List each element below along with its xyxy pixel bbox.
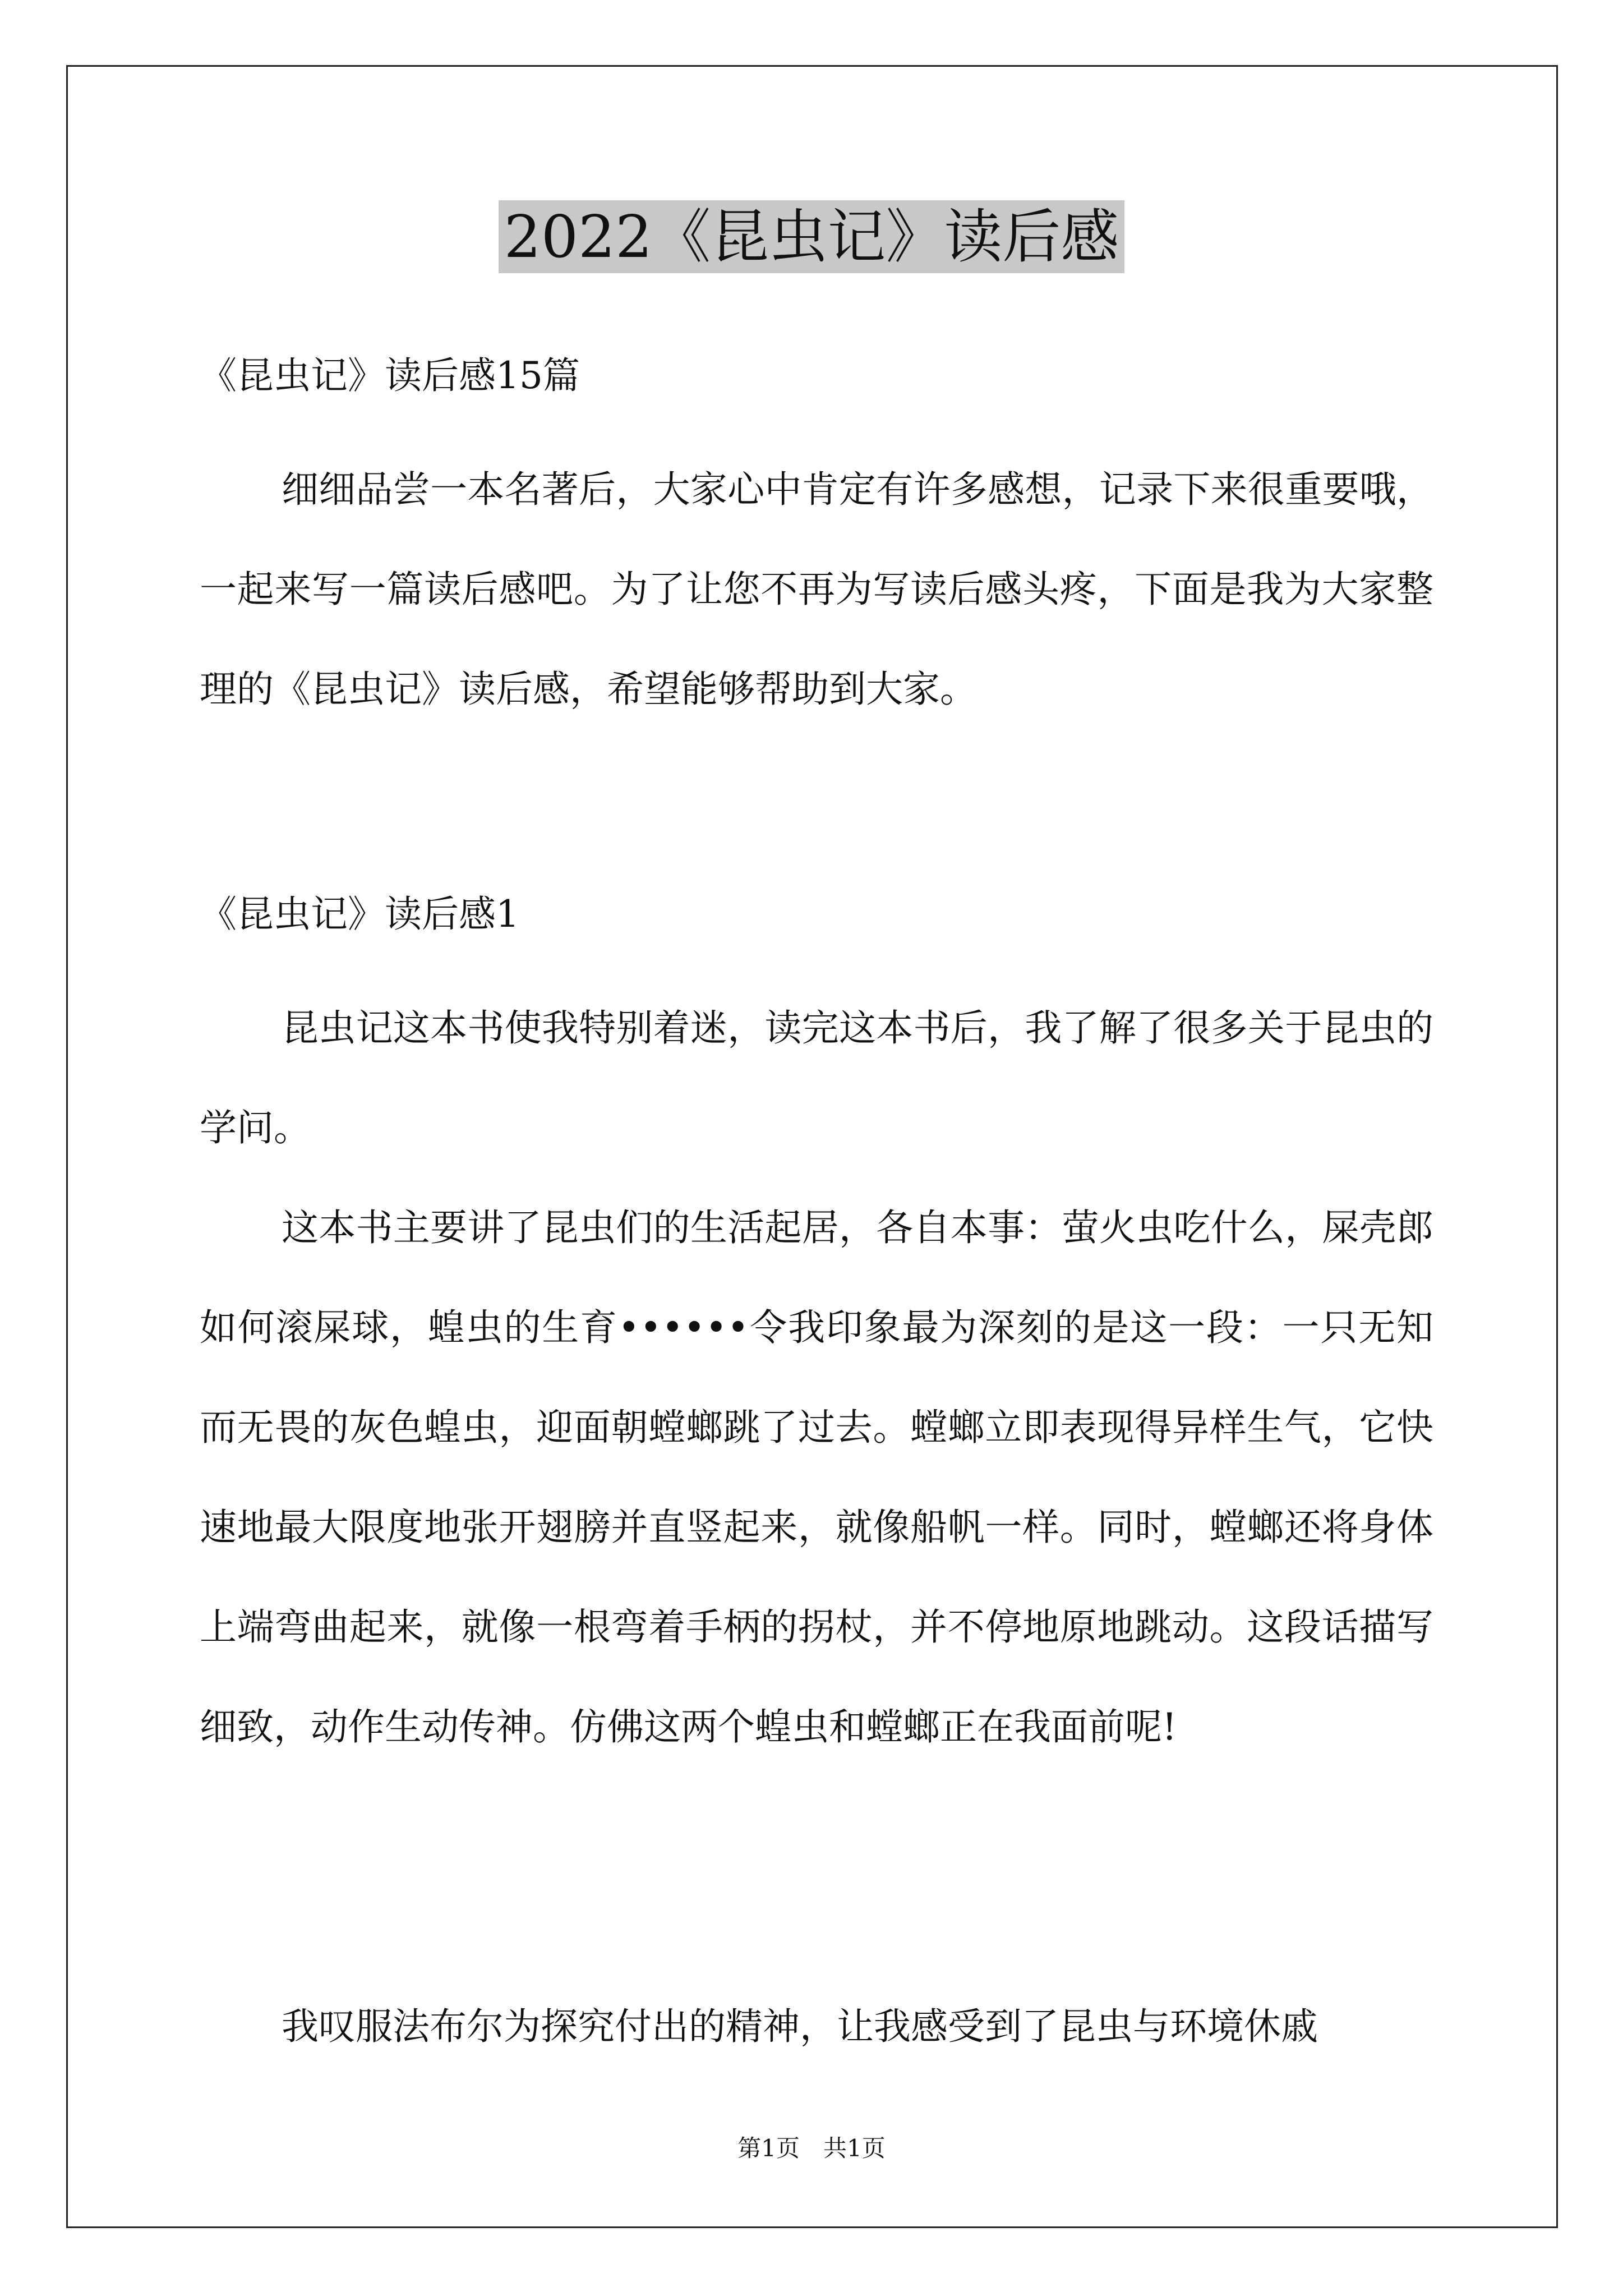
document-title-text: 2022《昆虫记》读后感: [499, 200, 1125, 273]
body-paragraph-3: 我叹服法布尔为探究付出的精神，让我感受到了昆虫与环境休戚: [282, 2005, 1318, 2048]
body-paragraph-2: 这本书主要讲了昆虫们的生活起居，各自本事：萤火虫吃什么，屎壳郎如何滚屎球，蝗虫的生育••••••令我印象最为深刻的是这一段：一只无知而无畏的灰色蝗虫，迎面朝螳螂跳了过去。螳螂立即表现得异样生气，它快速地最大限度地张开翅膀并直竖起来，就像船帆一样。同时，螳螂还将身体上端弯曲起来，就像一根弯着手柄的拐杖，并不停地原地跳动。这段话描写细致，动作生动传神。仿佛这两个蝗虫和螳螂正在我面前呢!: [200, 1206, 1433, 1749]
page-footer: 第1页 共1页: [737, 2134, 886, 2162]
body-paragraph-1: 昆虫记这本书使我特别着迷，读完这本书后，我了解了很多关于昆虫的学问。: [200, 1006, 1433, 1149]
collection-heading: 《昆虫记》读后感15篇: [200, 354, 580, 397]
document-title: [0, 197, 1623, 276]
section-heading: 《昆虫记》读后感1: [200, 892, 519, 936]
intro-paragraph: 细细品尝一本名著后，大家心中肯定有许多感想，记录下来很重要哦，一起来写一篇读后感吧。为了让您不再为写读后感头疼，下面是我为大家整理的《昆虫记》读后感，希望能够帮助到大家。: [200, 468, 1433, 711]
